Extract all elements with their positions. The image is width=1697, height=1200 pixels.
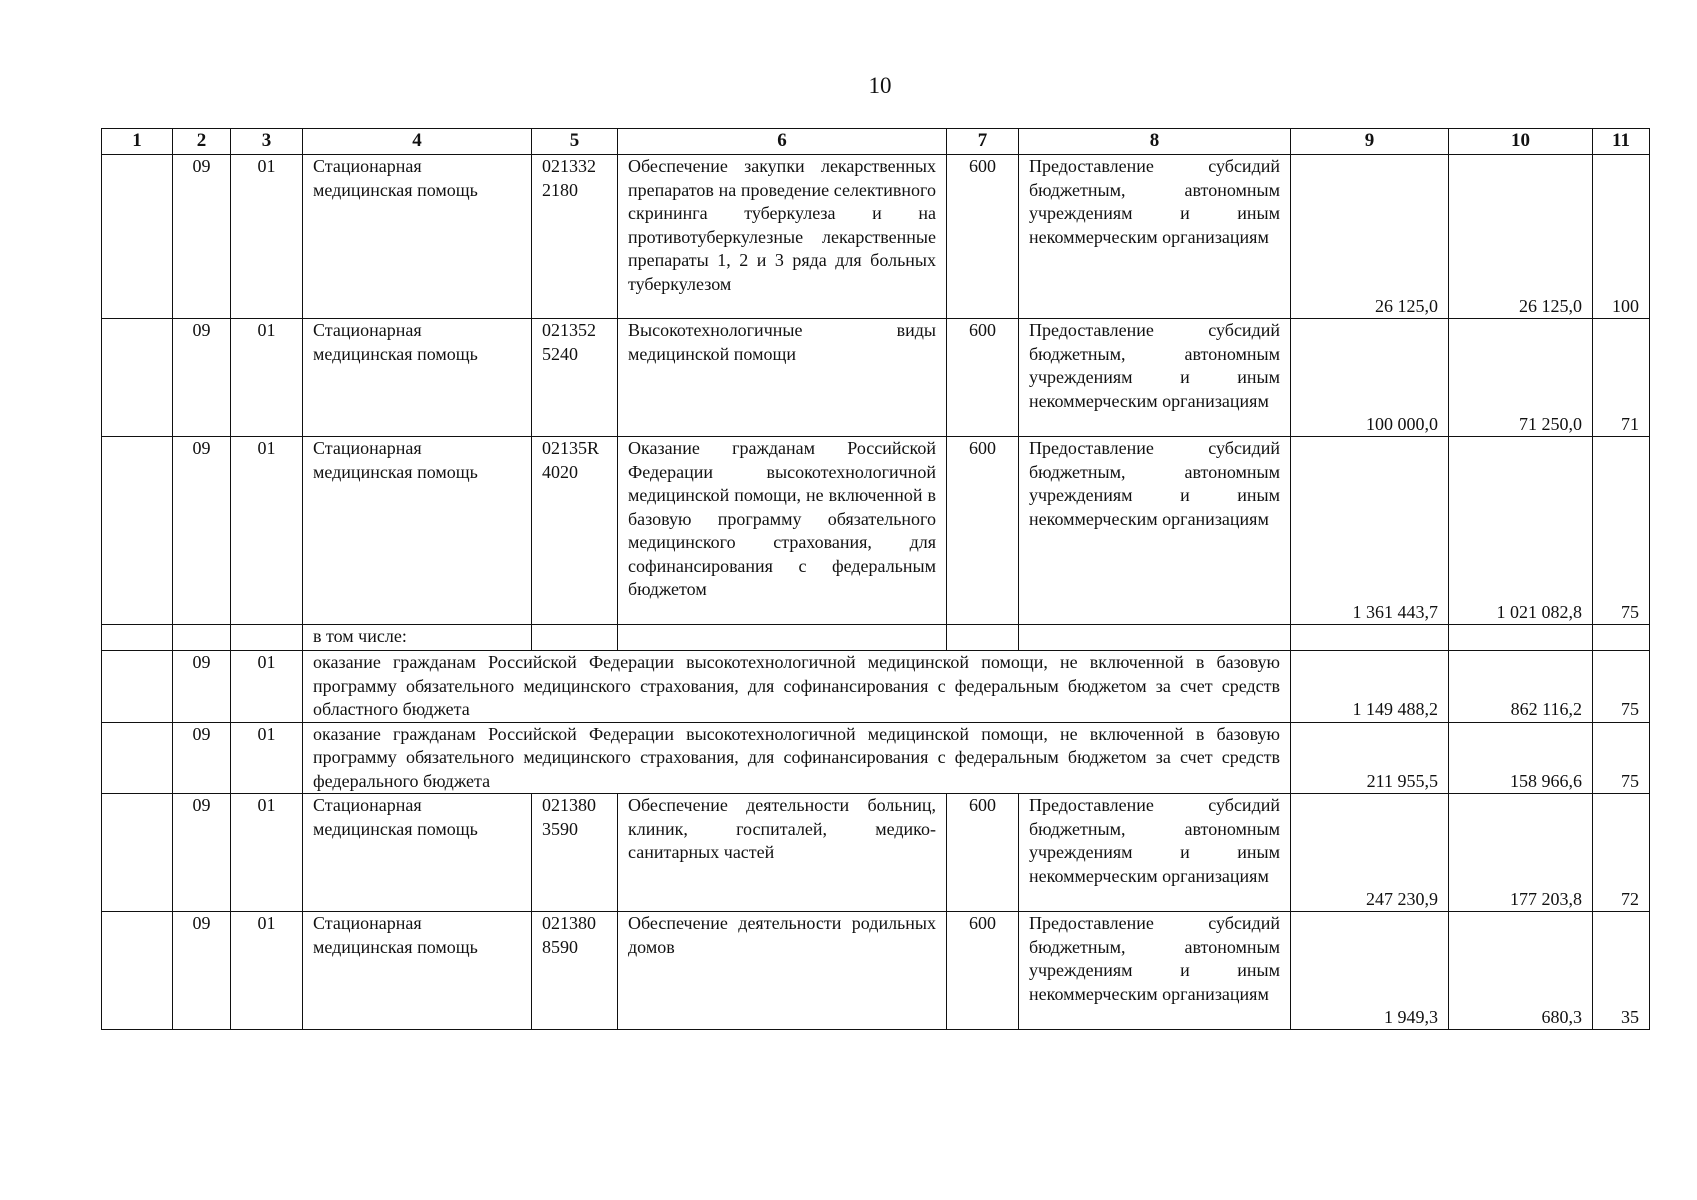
cell-target-code: 021332 2180: [532, 155, 618, 319]
cell-description: Оказание гражданам Российской Федерации высокотехнологичной медицинской помощи, не включенной в базовую программу обязательного медицинского страхования, для софинансирования с федеральным бюджетом: [618, 437, 947, 625]
cell-merged-description: оказание гражданам Российской Федерации высокотехнологичной медицинской помощи, не включенной в базовую программу обязательного медицинского страхования, для софинансирования с федеральным бюджетом за счет средств федерального бюджета: [303, 722, 1291, 794]
cell-percent: 72: [1593, 794, 1650, 912]
cell-target-code: 021352 5240: [532, 319, 618, 437]
cell-target-code: 02135R 4020: [532, 437, 618, 625]
cell-description: Обеспечение деятельности больниц, клиник, госпиталей, медико-санитарных частей: [618, 794, 947, 912]
cell-expense-type: 600: [947, 912, 1019, 1030]
header-row: [102, 129, 1650, 155]
cell-merged-description: оказание гражданам Российской Федерации высокотехнологичной медицинской помощи, не включенной в базовую программу обязательного медицинского страхования, для софинансирования с федеральным бюджетом за счет средств областного бюджета: [303, 651, 1291, 723]
cell-empty: [618, 625, 947, 651]
cell-section: 09: [173, 155, 231, 319]
cell-expense-type: 600: [947, 155, 1019, 319]
cell-expense-name: Предоставление субсидий бюджетным, автономным учреждениям и иным некоммерческим организациям: [1019, 912, 1291, 1030]
table-row: [102, 155, 1650, 319]
cell-expense-type: 600: [947, 437, 1019, 625]
cell-col1: [102, 794, 173, 912]
cell-percent: 75: [1593, 437, 1650, 625]
cell-section: 09: [173, 794, 231, 912]
cell-empty: [231, 625, 303, 651]
cell-empty: [947, 625, 1019, 651]
cell-percent: 75: [1593, 722, 1650, 794]
table-row: [102, 722, 1650, 794]
cell-expense-type: 600: [947, 794, 1019, 912]
budget-table: [101, 128, 1650, 1030]
cell-plan: 100 000,0: [1291, 319, 1449, 437]
cell-col1: [102, 437, 173, 625]
cell-actual: 158 966,6: [1449, 722, 1593, 794]
header-cell: 8: [1019, 129, 1291, 155]
cell-subsection: 01: [231, 437, 303, 625]
table-row: [102, 912, 1650, 1030]
table-row: [102, 794, 1650, 912]
cell-target-code: 021380 3590: [532, 794, 618, 912]
cell-subsection: 01: [231, 319, 303, 437]
header-cell: 9: [1291, 129, 1449, 155]
table-row: [102, 437, 1650, 625]
cell-plan: 211 955,5: [1291, 722, 1449, 794]
cell-empty: [1019, 625, 1291, 651]
cell-section: 09: [173, 722, 231, 794]
cell-description: Обеспечение деятельности родильных домов: [618, 912, 947, 1030]
cell-percent: 100: [1593, 155, 1650, 319]
cell-actual: 26 125,0: [1449, 155, 1593, 319]
cell-actual: 177 203,8: [1449, 794, 1593, 912]
cell-empty: [1291, 625, 1449, 651]
cell-col1: [102, 155, 173, 319]
cell-plan: 26 125,0: [1291, 155, 1449, 319]
header-cell: 4: [303, 129, 532, 155]
cell-actual: 71 250,0: [1449, 319, 1593, 437]
cell-subsection: 01: [231, 912, 303, 1030]
cell-section: 09: [173, 912, 231, 1030]
cell-plan: 1 149 488,2: [1291, 651, 1449, 723]
cell-section: 09: [173, 651, 231, 723]
cell-empty: [1593, 625, 1650, 651]
cell-expense-name: Предоставление субсидий бюджетным, автономным учреждениям и иным некоммерческим организациям: [1019, 794, 1291, 912]
cell-col1: [102, 319, 173, 437]
header-cell: 1: [102, 129, 173, 155]
cell-expense-name: Предоставление субсидий бюджетным, автономным учреждениям и иным некоммерческим организациям: [1019, 437, 1291, 625]
cell-empty: [173, 625, 231, 651]
cell-percent: 75: [1593, 651, 1650, 723]
cell-expense-type: 600: [947, 319, 1019, 437]
cell-description: Обеспечение закупки лекарственных препаратов на проведение селективного скрининга туберкулеза и на противотуберкулезные лекарственные препараты 1, 2 и 3 ряда для больных туберкулезом: [618, 155, 947, 319]
cell-empty: [532, 625, 618, 651]
page-number: 10: [868, 73, 892, 98]
cell-empty: [1449, 625, 1593, 651]
cell-subsection: 01: [231, 722, 303, 794]
cell-description: Высокотехнологичные виды медицинской помощи: [618, 319, 947, 437]
cell-name: Стационарная медицинская помощь: [303, 155, 532, 319]
cell-name: Стационарная медицинская помощь: [303, 437, 532, 625]
cell-plan: 1 361 443,7: [1291, 437, 1449, 625]
cell-expense-name: Предоставление субсидий бюджетным, автономным учреждениям и иным некоммерческим организациям: [1019, 155, 1291, 319]
cell-including-label: в том числе:: [303, 625, 532, 651]
header-cell: 10: [1449, 129, 1593, 155]
cell-col1: [102, 912, 173, 1030]
cell-actual: 862 116,2: [1449, 651, 1593, 723]
cell-section: 09: [173, 437, 231, 625]
header-cell: 3: [231, 129, 303, 155]
cell-target-code: 021380 8590: [532, 912, 618, 1030]
cell-col1: [102, 722, 173, 794]
header-cell: 11: [1593, 129, 1650, 155]
table-row: [102, 651, 1650, 723]
header-cell: 5: [532, 129, 618, 155]
cell-subsection: 01: [231, 155, 303, 319]
cell-name: Стационарная медицинская помощь: [303, 319, 532, 437]
cell-empty: [102, 625, 173, 651]
cell-percent: 35: [1593, 912, 1650, 1030]
header-cell: 7: [947, 129, 1019, 155]
table-row: [102, 319, 1650, 437]
cell-subsection: 01: [231, 794, 303, 912]
cell-name: Стационарная медицинская помощь: [303, 912, 532, 1030]
cell-plan: 1 949,3: [1291, 912, 1449, 1030]
table-row-subheading: [102, 625, 1650, 651]
cell-col1: [102, 651, 173, 723]
header-cell: 2: [173, 129, 231, 155]
cell-actual: 1 021 082,8: [1449, 437, 1593, 625]
cell-percent: 71: [1593, 319, 1650, 437]
cell-name: Стационарная медицинская помощь: [303, 794, 532, 912]
cell-plan: 247 230,9: [1291, 794, 1449, 912]
cell-actual: 680,3: [1449, 912, 1593, 1030]
cell-section: 09: [173, 319, 231, 437]
cell-expense-name: Предоставление субсидий бюджетным, автономным учреждениям и иным некоммерческим организациям: [1019, 319, 1291, 437]
header-cell: 6: [618, 129, 947, 155]
cell-subsection: 01: [231, 651, 303, 723]
